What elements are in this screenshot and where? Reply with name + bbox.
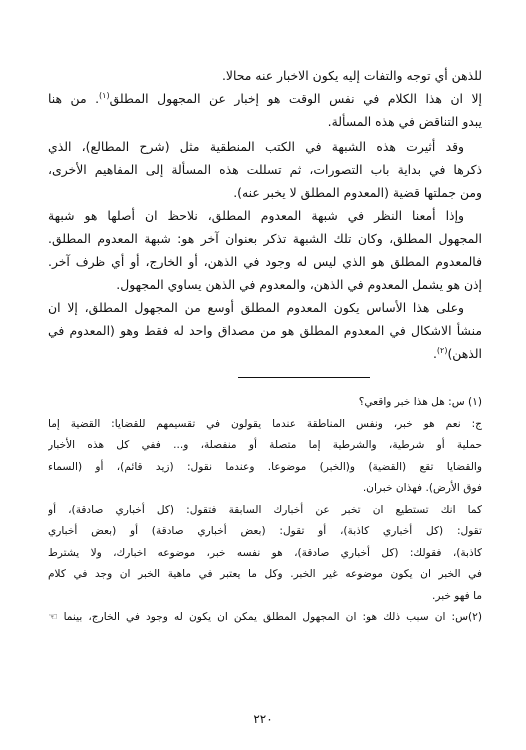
body-line xyxy=(48,342,482,365)
footnote-line xyxy=(48,543,482,565)
body-line xyxy=(48,64,482,87)
body-line xyxy=(48,87,482,110)
body-line-text: وقد أثيرت هذه الشبهة في الكتب المنطقية مثل (شرح المطالع)، الذي xyxy=(48,139,464,154)
footnote-line-text: ما فهو خبر. xyxy=(431,589,482,602)
body-line-text: المجهول المطلق، وكان تلك الشبهة تذكر بعنوان آخر هو: شبهة المعدوم المطلق. xyxy=(48,231,482,246)
footnote-line xyxy=(48,500,482,522)
footnote-line-text: كما انك تستطيع ان تخبر عن أخبارك السابقة فتقول: (كل أخباري صادقة)، أو xyxy=(48,503,482,516)
footnote-line xyxy=(48,414,482,436)
body-line-text: الذهن) xyxy=(447,346,482,361)
body-line-text: وإذا أمعنا النظر في شبهة المعدوم المطلق، نلاحظ ان أصلها هو شبهة xyxy=(48,208,464,223)
body-line xyxy=(48,110,482,133)
body-line-text: ومن جملتها قضية (المعدوم المطلق لا يخبر عنه). xyxy=(233,185,482,200)
footnote-line-text: (٢)س: ان سبب ذلك هو: ان المجهول المطلق يمكن ان يكون له وجود في الخارج، بينما ☜ xyxy=(48,611,482,623)
body-line xyxy=(48,273,482,296)
footnotes xyxy=(48,392,482,629)
footnote-separator xyxy=(238,377,370,378)
footnote-line-text: حملية أو شرطية، والشرطية إما متصلة أو منفصلة، و... ففي كل هذه الأخبار xyxy=(48,439,482,451)
body-line xyxy=(48,135,482,158)
footnote-marker[interactable]: (٢) xyxy=(436,345,448,355)
footnote-line-text: في الخبر ان يكون موضوعه غير الخبر. وكل ما يعتبر في ماهية الخبر ان وجد في كلام xyxy=(48,568,482,580)
body-line xyxy=(48,296,482,319)
body-line-text: وعلى هذا الأساس يكون المعدوم المطلق أوسع من المجهول المطلق، إلا ان xyxy=(48,300,464,315)
footnote-line xyxy=(48,521,482,543)
footnote-line xyxy=(48,392,482,414)
footnote-line-text: (١) س: هل هذا خبر واقعي؟ xyxy=(358,396,482,408)
body-line xyxy=(48,158,482,181)
footnote-line xyxy=(48,457,482,479)
footnote-marker[interactable]: (١) xyxy=(99,90,110,100)
body-line-tail: . xyxy=(432,346,437,361)
page-number: ٢٢٠ xyxy=(253,712,273,726)
body-line-text: ذكرها في بداية باب التصورات، ثم تسللت هذه المسألة إلى المفاهيم الأخرى، xyxy=(48,162,482,177)
body-line-text: فالمعدوم المطلق هو الذي ليس له وجود في الذهن، أو الخارج، أو أي ظرف آخر. xyxy=(48,254,482,269)
body-line xyxy=(48,204,482,227)
body-line-text: منشأ الاشكال في المعدوم المطلق هو من مصداق واحد له فقط وهو (المعدوم في xyxy=(48,323,482,338)
footnote-line xyxy=(48,564,482,586)
footnote-line xyxy=(48,478,482,500)
body-line xyxy=(48,227,482,250)
body-line-tail: . من هنا xyxy=(48,91,100,106)
footnote-line-text: والقضايا تقع (القضية) و(الخبر) موضوعا. وعندما نقول: (زيد قائم)، أو (السماء xyxy=(48,460,482,473)
body-line-text: إلا ان هذا الكلام في نفس الوقت هو إخبار عن المجهول المطلق xyxy=(109,91,482,106)
footnote-line-text: ج: نعم هو خبر، ونفس المناطقة عندما يقولون في تقسيمهم للقضايا: القضية إما xyxy=(48,417,482,430)
body-line-text: يبدو التناقض في هذه المسألة. xyxy=(327,114,482,129)
footnote-line-text: تقول: (كل أخباري كاذبة)، أو تقول: (بعض أخباري صادقة) أو (بعض أخباري xyxy=(48,525,482,537)
footnote-line xyxy=(48,607,482,629)
body-line xyxy=(48,319,482,342)
footnote-line xyxy=(48,435,482,457)
footnote-line-text: كاذبة)، فقولك: (كل أخباري صادقة)، هو نفسه خبر، موضوعه اخبارك، ولا يشترط xyxy=(48,546,482,559)
body-line-text: إذن هو يشمل المعدوم في الذهن، والمعدوم في الذهن يساوي المجهول. xyxy=(116,277,482,292)
body-line xyxy=(48,250,482,273)
body-line-text: للذهن أي توجه والتفات إليه يكون الاخبار عنه محالا. xyxy=(221,68,482,83)
main-text xyxy=(48,64,482,365)
footnote-line xyxy=(48,586,482,608)
body-line xyxy=(48,181,482,204)
footnote-line-text: فوق الأرض). فهذان خبران. xyxy=(362,482,482,494)
